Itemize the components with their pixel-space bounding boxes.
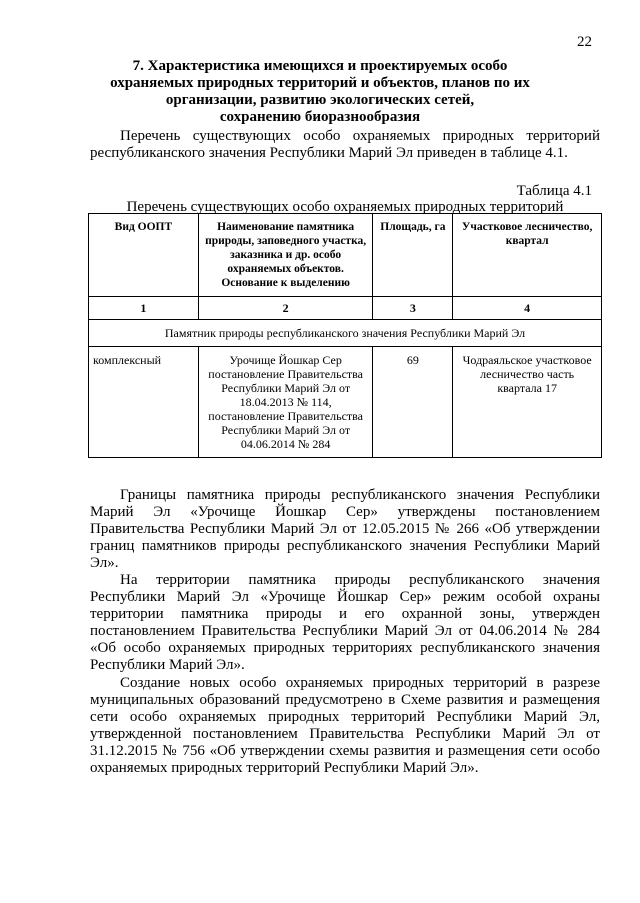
column-number: 3 [373,297,453,320]
header-kind: Вид ООПТ [89,214,199,297]
section-title: Памятник природы республиканского значения Республики Марий Эл [89,320,602,347]
cell-name: Урочище Йошкар Сер постановление Правительства Республики Марий Эл от 18.04.2013 № 114, постановление Правительства Республики Марий Эл от 04.06.2014 № 284 [198,347,373,458]
header-name: Наименование памятника природы, заповедного участка, заказника и др. особо охраняемых объектов. Основание к выделению [198,214,373,297]
paragraph-regime: На территории памятника природы республиканского значения Республики Марий Эл «Урочище Йошкар Сер» режим особой охраны территории памятника природы и его охранной зоны, утвержден постановлением Правительства Республики Марий Эл от 04.06.2014 № 284 «Об особо охраняемых природных территориях республиканского значения Республики Марий Эл». [90,572,600,673]
cell-area: 69 [373,347,453,458]
column-number: 2 [198,297,373,320]
intro-paragraph: Перечень существующих особо охраняемых природных территорий республиканского значения Республики Марий Эл приведен в таблице 4.1. [90,128,600,161]
table-header-row [89,214,602,297]
page-number: 22 [577,34,592,50]
cell-kind: комплексный [89,347,199,458]
heading-line: организации, развитию экологических сетей, [165,92,475,108]
table-row [89,347,602,458]
table-caption: Перечень существующих особо охраняемых природных территорий [126,199,564,215]
heading-line: сохранению биоразнообразия [219,109,421,125]
column-number: 1 [89,297,199,320]
oopt-table [88,213,602,458]
heading-line: 7. Характеристика имеющихся и проектируемых особо [132,58,508,74]
cell-forestry: Чодраяльское участковое лесничество часть квартала 17 [453,347,602,458]
table-section-row [89,320,602,347]
table-label: Таблица 4.1 [516,183,592,199]
table-number-row [89,297,602,320]
header-forestry: Участковое лесничество, квартал [453,214,602,297]
column-number: 4 [453,297,602,320]
section-heading [90,58,550,126]
header-area: Площадь, га [373,214,453,297]
heading-line: охраняемых природных территорий и объектов, планов по их [110,75,530,91]
paragraph-new-territories: Создание новых особо охраняемых природных территорий в разрезе муниципальных образований предусмотрено в Схеме развития и размещения сети особо охраняемых природных территорий Республики Марий Эл, утвержденной постановлением Правительства Республики Марий Эл от 31.12.2015 № 756 «Об утверждении схемы развития и размещения сети особо охраняемых природных территорий Республики Марий Эл». [90,675,600,776]
paragraph-borders: Границы памятника природы республиканского значения Республики Марий Эл «Урочище Йошкар Сер» утверждены постановлением Правительства Республики Марий Эл от 12.05.2015 № 266 «Об утверждении границ памятников природы республиканского значения Республики Марий Эл». [90,487,600,571]
